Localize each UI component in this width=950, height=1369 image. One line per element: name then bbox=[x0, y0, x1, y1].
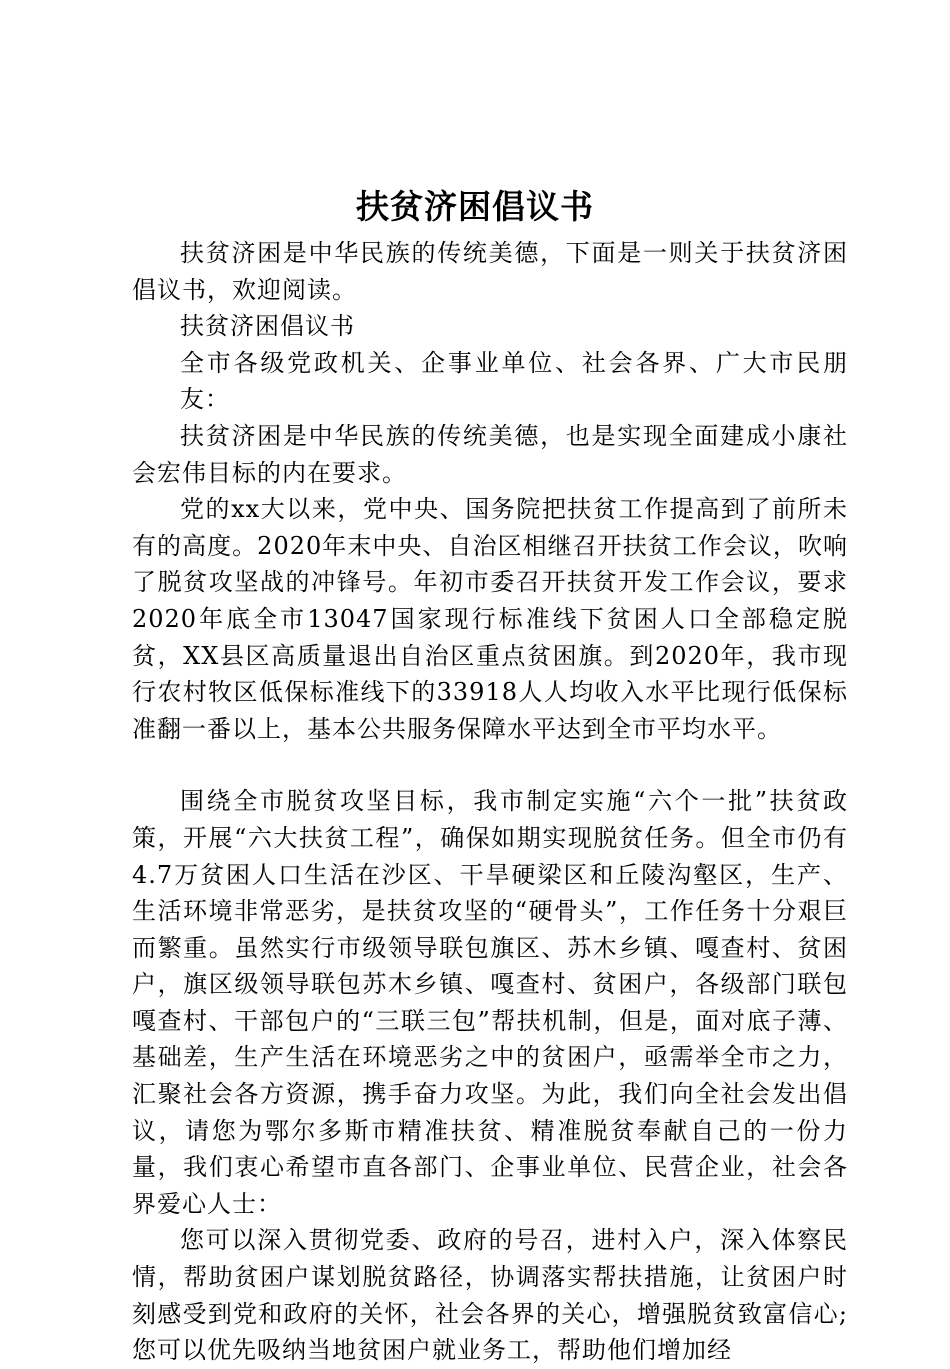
body-paragraph: 围绕全市脱贫攻坚目标，我市制定实施“六个一批”扶贫政策，开展“六大扶贫工程”，确保如期实现脱贫任务。但全市仍有4.7万贫困人口生活在沙区、干旱硬梁区和丘陵沟壑区，生产、生活环境非常恶劣，是扶贫攻坚的“硬骨头”，工作任务十分艰巨而繁重。虽然实行市级领导联包旗区、苏木乡镇、嘎查村、贫困户，旗区级领导联包苏木乡镇、嘎查村、贫困户，各级部门联包嘎查村、干部包户的“三联三包”帮扶机制，但是，面对底子薄、基础差，生产生活在环境恶劣之中的贫困户，亟需举全市之力，汇聚社会各方资源，携手奋力攻坚。为此，我们向全社会发出倡议，请您为鄂尔多斯市精准扶贫、精准脱贫奉献自己的一份力量，我们衷心希望市直各部门、企事业单位、民营企业，社会各界爱心人士： bbox=[132, 787, 848, 1218]
body-paragraph: 扶贫济困是中华民族的传统美德，也是实现全面建成小康社会宏伟目标的内在要求。 bbox=[132, 421, 848, 487]
document-title: 扶贫济困倡议书 bbox=[356, 187, 594, 226]
intro-paragraph: 扶贫济困是中华民族的传统美德，下面是一则关于扶贫济困倡议书，欢迎阅读。 bbox=[132, 239, 848, 304]
subtitle-paragraph: 扶贫济困倡议书 bbox=[180, 312, 355, 341]
document-body bbox=[132, 235, 848, 1369]
body-paragraph: 党的xx大以来，党中央、国务院把扶贫工作提高到了前所未有的高度。2020年末中央、自治区相继召开扶贫工作会议，吹响了脱贫攻坚战的冲锋号。年初市委召开扶贫开发工作会议，要求2020年底全市13047国家现行标准线下贫困人口全部稳定脱贫，XX县区高质量退出自治区重点贫困旗。到2020年，我市现行农村牧区低保标准线下的33918人人均收入水平比现行低保标准翻一番以上，基本公共服务保障水平达到全市平均水平。 bbox=[132, 495, 848, 743]
addressee-paragraph: 全市各级党政机关、企事业单位、社会各界、广大市民朋友： bbox=[180, 348, 848, 414]
body-paragraph: 您可以深入贯彻党委、政府的号召，进村入户，深入体察民情，帮助贫困户谋划脱贫路径，协调落实帮扶措施，让贫困户时刻感受到党和政府的关怀，社会各界的关心，增强脱贫致富信心;您可以优先吸纳当地贫困户就业务工，帮助他们增加经 bbox=[132, 1226, 848, 1365]
